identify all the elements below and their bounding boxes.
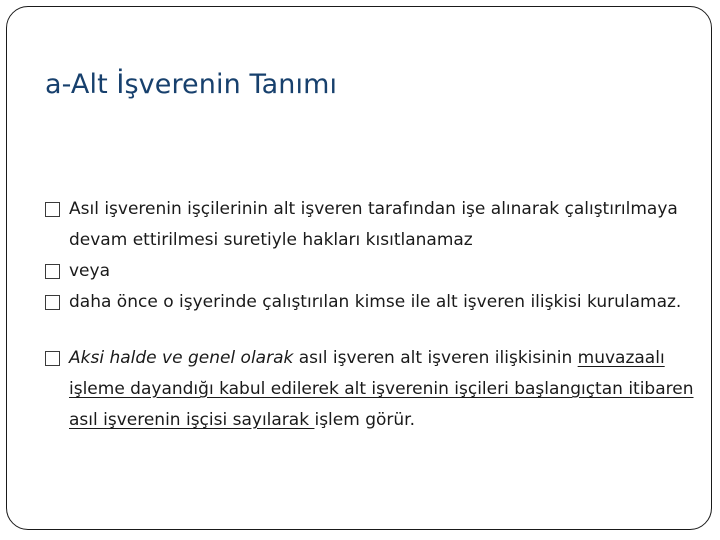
bullet-text-end: işlem görür. <box>314 410 415 430</box>
bullet-item <box>45 256 695 287</box>
bullet-text: veya <box>69 261 110 281</box>
bullet-list <box>45 194 695 436</box>
checkbox-bullet-icon <box>45 264 60 279</box>
checkbox-bullet-icon <box>45 202 60 217</box>
checkbox-bullet-icon <box>45 295 60 310</box>
bullet-item <box>45 343 695 436</box>
bullet-item <box>45 194 695 256</box>
slide <box>6 6 712 530</box>
slide-title: a-Alt İşverenin Tanımı <box>45 69 338 100</box>
bullet-underlined-text: muvazaalı işleme dayandığı kabul edilerek alt işverenin işçileri başlangıçtan itibaren asıl işverenin işçisi sayılarak <box>69 348 694 430</box>
bullet-item <box>45 287 695 318</box>
bullet-text: daha önce o işyerinde çalıştırılan kimse ile alt işveren ilişkisi kurulamaz. <box>69 292 682 312</box>
checkbox-bullet-icon <box>45 351 60 366</box>
bullet-text: Asıl işverenin işçilerinin alt işveren tarafından işe alınarak çalıştırılmaya devam ettirilmesi suretiyle hakları kısıtlanamaz <box>69 199 678 250</box>
bullet-italic-text: Aksi halde ve genel olarak <box>69 348 294 368</box>
bullet-text: asıl işveren alt işveren ilişkisinin <box>293 348 578 368</box>
